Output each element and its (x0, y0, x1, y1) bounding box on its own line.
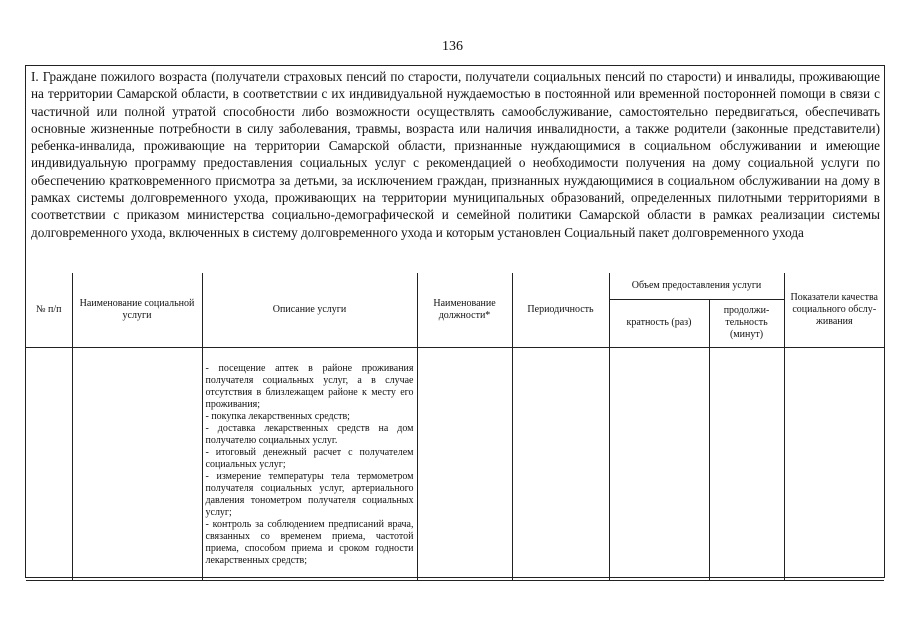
description-line: - посещение аптек в районе проживания получателя социальных услуг, а в случае отсутствия в близлежащем районе к месту его проживания; (205, 362, 414, 410)
cell-number (26, 347, 72, 580)
table-header-row (26, 273, 884, 299)
col-header-duration: продолжительность (минут) (709, 299, 784, 347)
col-header-service-name: Наименование социальной услуги (72, 273, 202, 347)
description-line: - покупка лекарственных средств; (205, 410, 350, 422)
description-line: - доставка лекарственных средств на дом получателю социальных услуг. (205, 422, 414, 446)
col-header-periodicity: Периодичность (512, 273, 609, 347)
cell-description (202, 347, 417, 580)
cell-frequency (609, 347, 709, 580)
cell-periodicity (512, 347, 609, 580)
table-row (26, 347, 884, 580)
col-header-description: Описание услуги (202, 273, 417, 347)
cell-service-name (72, 347, 202, 580)
cell-quality (784, 347, 884, 580)
col-header-frequency: кратность (раз) (609, 299, 709, 347)
col-header-volume-group: Объем предоставления услуги (609, 273, 784, 299)
category-heading: I. Граждане пожилого возраста (получатели страховых пенсий по старости, получатели социальных пенсий по старости) и инвалиды, проживающие на территории Самарской области, в соответствии с их индивидуальной нуждаемостью в постоянной или временной посторонней помощи в связи с частичной или полной утратой способности либо возможности осуществлять самообслуживание, самостоятельно передвигаться, обеспечивать основные жизненные потребности в силу заболевания, травмы, возраста или наличия инвалидности, а также родители (законные представители) ребенка-инвалида, проживающие на территории Самарской области, признанные нуждающимися в социальном обслуживании и имеющие индивидуальную программу предоставления социальных услуг с рекомендацией о необходимости получения на дому социальной услуги по обеспечению кратковременного присмотра за детьми, за исключением граждан, признанных нуждающимися в социальном обслуживании на дому в рамках системы долговременного ухода, проживающих на территории муниципальных образований, определенных пилотными территориями в соответствии с приказом министерства социально-демографической и семейной политики Самарской области в рамках реализации системы долговременного ухода, включенных в систему долговременного ухода и которым установлен Социальный пакет долговременного ухода (31, 69, 880, 240)
description-line: - измерение температуры тела термометром получателя социальных услуг, артериального давления тонометром получателя социальных услуг; (205, 470, 414, 518)
page-number: 136 (442, 39, 463, 54)
services-document (25, 65, 885, 578)
col-header-position: Наименование должности* (417, 273, 512, 347)
col-header-quality: Показатели качества социального обслуживания (784, 273, 884, 347)
col-header-number: № п/п (26, 273, 72, 347)
services-table (26, 273, 884, 581)
description-line: - контроль за соблюдением предписаний врача, связанных со временем приема, частотой приема, способом приема и сроком годности лекарственных средств; (205, 518, 414, 566)
cell-position (417, 347, 512, 580)
cell-duration (709, 347, 784, 580)
description-line: - итоговый денежный расчет с получателем социальных услуг; (205, 446, 414, 470)
